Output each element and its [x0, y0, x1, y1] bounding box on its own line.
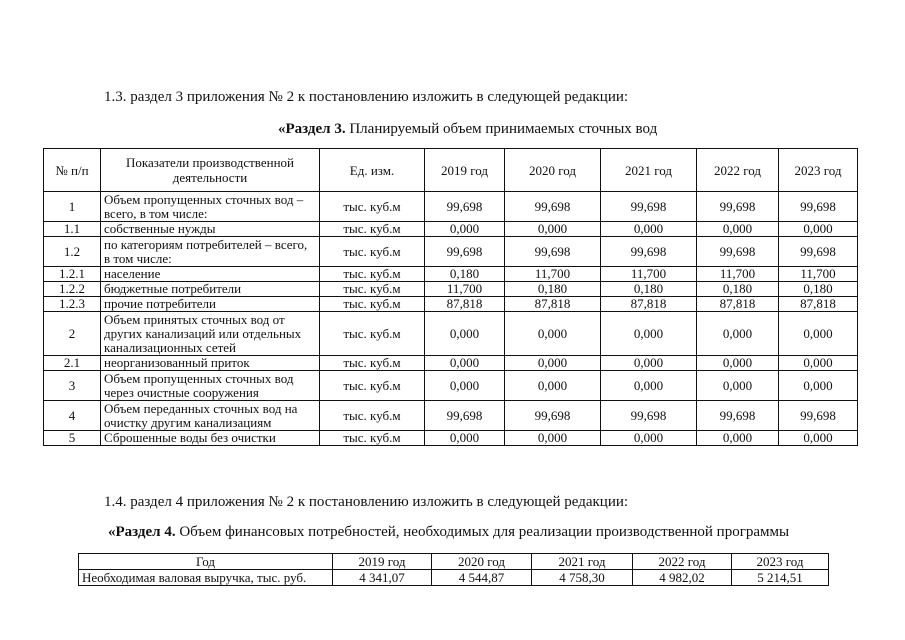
- value-2023: 5 214,51: [732, 570, 829, 586]
- value-2020: 0,000: [505, 371, 601, 401]
- value-2019: 0,180: [425, 267, 505, 282]
- row-number: 1.2.2: [44, 282, 101, 297]
- row-indicator: Объем переданных сточных вод на очистку другим канализациям: [101, 401, 320, 431]
- row-number: 2: [44, 312, 101, 356]
- value-2019: 99,698: [425, 192, 505, 222]
- table-row: [44, 431, 858, 446]
- value-2022: 11,700: [697, 267, 779, 282]
- col-header-2019: 2019 год: [425, 149, 505, 192]
- value-2021: 0,000: [601, 431, 697, 446]
- table-header-row: [79, 554, 829, 570]
- value-2022: 99,698: [697, 401, 779, 431]
- row-unit: тыс. куб.м: [320, 431, 425, 446]
- value-2020: 87,818: [505, 297, 601, 312]
- value-2019: 4 341,07: [333, 570, 432, 586]
- value-2020: 0,000: [505, 312, 601, 356]
- value-2021: 87,818: [601, 297, 697, 312]
- row-indicator: население: [101, 267, 320, 282]
- col-header-2021: 2021 год: [601, 149, 697, 192]
- row-indicator: собственные нужды: [101, 222, 320, 237]
- row-number: 1.1: [44, 222, 101, 237]
- section-4-title-text: Объем финансовых потребностей, необходимых для реализации производственной программы: [175, 524, 790, 540]
- value-2019: 0,000: [425, 356, 505, 371]
- col-header-2019: 2019 год: [333, 554, 432, 570]
- row-unit: тыс. куб.м: [320, 312, 425, 356]
- section-3-prefix: «Раздел 3.: [278, 121, 346, 137]
- paragraph-1-3: 1.3. раздел 3 приложения № 2 к постановлению изложить в следующей редакции:: [104, 89, 629, 105]
- section-3-title: [278, 121, 657, 138]
- row-number: 3: [44, 371, 101, 401]
- value-2021: 11,700: [601, 267, 697, 282]
- col-header-2021: 2021 год: [532, 554, 633, 570]
- row-indicator: прочие потребители: [101, 297, 320, 312]
- value-2019: 99,698: [425, 401, 505, 431]
- value-2023: 0,000: [779, 312, 858, 356]
- wastewater-volume-table: [43, 148, 858, 446]
- row-number: 1.2.3: [44, 297, 101, 312]
- value-2022: 0,000: [697, 371, 779, 401]
- row-indicator: бюджетные потребители: [101, 282, 320, 297]
- value-2019: 0,000: [425, 222, 505, 237]
- value-2019: 0,000: [425, 431, 505, 446]
- col-header-unit: Ед. изм.: [320, 149, 425, 192]
- row-number: 5: [44, 431, 101, 446]
- value-2019: 99,698: [425, 237, 505, 267]
- row-unit: тыс. куб.м: [320, 282, 425, 297]
- value-2022: 99,698: [697, 192, 779, 222]
- paragraph-1-4: 1.4. раздел 4 приложения № 2 к постановлению изложить в следующей редакции:: [104, 494, 629, 510]
- value-2020: 0,000: [505, 431, 601, 446]
- col-header-num: № п/п: [44, 149, 101, 192]
- table-row: [44, 356, 858, 371]
- row-number: 2.1: [44, 356, 101, 371]
- value-2020: 0,180: [505, 282, 601, 297]
- value-2022: 4 982,02: [633, 570, 732, 586]
- value-2021: 99,698: [601, 192, 697, 222]
- value-2023: 99,698: [779, 401, 858, 431]
- value-2019: 87,818: [425, 297, 505, 312]
- value-2022: 87,818: [697, 297, 779, 312]
- value-2021: 4 758,30: [532, 570, 633, 586]
- row-number: 1.2: [44, 237, 101, 267]
- value-2020: 99,698: [505, 237, 601, 267]
- value-2022: 0,000: [697, 356, 779, 371]
- value-2022: 99,698: [697, 237, 779, 267]
- value-2020: 4 544,87: [432, 570, 532, 586]
- value-2022: 0,000: [697, 312, 779, 356]
- financial-needs-table: [78, 553, 829, 586]
- section-4-prefix: «Раздел 4.: [108, 524, 176, 540]
- table-row: [44, 267, 858, 282]
- row-indicator: Объем принятых сточных вод от других канализаций или отдельных канализационных сетей: [101, 312, 320, 356]
- value-2020: 99,698: [505, 192, 601, 222]
- table-row: [44, 312, 858, 356]
- value-2019: 11,700: [425, 282, 505, 297]
- table-header-row: [44, 149, 858, 192]
- row-unit: тыс. куб.м: [320, 297, 425, 312]
- table-row: [44, 192, 858, 222]
- value-2023: 99,698: [779, 192, 858, 222]
- table-row: [44, 297, 858, 312]
- table-row: [44, 282, 858, 297]
- row-unit: тыс. куб.м: [320, 371, 425, 401]
- value-2023: 0,000: [779, 431, 858, 446]
- row-indicator: Объем пропущенных сточных вод – всего, в том числе:: [101, 192, 320, 222]
- value-2020: 0,000: [505, 356, 601, 371]
- row-indicator: неорганизованный приток: [101, 356, 320, 371]
- value-2023: 87,818: [779, 297, 858, 312]
- value-2022: 0,180: [697, 282, 779, 297]
- section-3-title-text: Планируемый объем принимаемых сточных вод: [345, 121, 658, 137]
- row-indicator: Сброшенные воды без очистки: [101, 431, 320, 446]
- value-2021: 0,000: [601, 371, 697, 401]
- table-row: [44, 237, 858, 267]
- table-row: [44, 371, 858, 401]
- value-2021: 99,698: [601, 401, 697, 431]
- col-header-2020: 2020 год: [432, 554, 532, 570]
- col-header-2023: 2023 год: [732, 554, 829, 570]
- value-2021: 0,000: [601, 222, 697, 237]
- table-row: [44, 401, 858, 431]
- row-unit: тыс. куб.м: [320, 222, 425, 237]
- col-header-year: Год: [79, 554, 333, 570]
- row-number: 4: [44, 401, 101, 431]
- row-name: Необходимая валовая выручка, тыс. руб.: [79, 570, 333, 586]
- row-unit: тыс. куб.м: [320, 192, 425, 222]
- value-2019: 0,000: [425, 312, 505, 356]
- value-2021: 0,000: [601, 312, 697, 356]
- section-4-title: [108, 524, 789, 541]
- value-2020: 11,700: [505, 267, 601, 282]
- row-unit: тыс. куб.м: [320, 401, 425, 431]
- col-header-2023: 2023 год: [779, 149, 858, 192]
- row-unit: тыс. куб.м: [320, 237, 425, 267]
- value-2021: 99,698: [601, 237, 697, 267]
- col-header-indicator: Показатели производственной деятельности: [101, 149, 320, 192]
- col-header-2020: 2020 год: [505, 149, 601, 192]
- value-2019: 0,000: [425, 371, 505, 401]
- value-2022: 0,000: [697, 222, 779, 237]
- value-2023: 11,700: [779, 267, 858, 282]
- table-row: [79, 570, 829, 586]
- value-2023: 0,000: [779, 371, 858, 401]
- col-header-2022: 2022 год: [697, 149, 779, 192]
- value-2020: 0,000: [505, 222, 601, 237]
- row-indicator: по категориям потребителей – всего, в том числе:: [101, 237, 320, 267]
- row-indicator: Объем пропущенных сточных вод через очистные сооружения: [101, 371, 320, 401]
- col-header-2022: 2022 год: [633, 554, 732, 570]
- value-2023: 0,000: [779, 356, 858, 371]
- row-unit: тыс. куб.м: [320, 356, 425, 371]
- row-number: 1: [44, 192, 101, 222]
- value-2023: 99,698: [779, 237, 858, 267]
- row-unit: тыс. куб.м: [320, 267, 425, 282]
- value-2023: 0,180: [779, 282, 858, 297]
- value-2023: 0,000: [779, 222, 858, 237]
- row-number: 1.2.1: [44, 267, 101, 282]
- value-2022: 0,000: [697, 431, 779, 446]
- value-2020: 99,698: [505, 401, 601, 431]
- value-2021: 0,180: [601, 282, 697, 297]
- table-row: [44, 222, 858, 237]
- value-2021: 0,000: [601, 356, 697, 371]
